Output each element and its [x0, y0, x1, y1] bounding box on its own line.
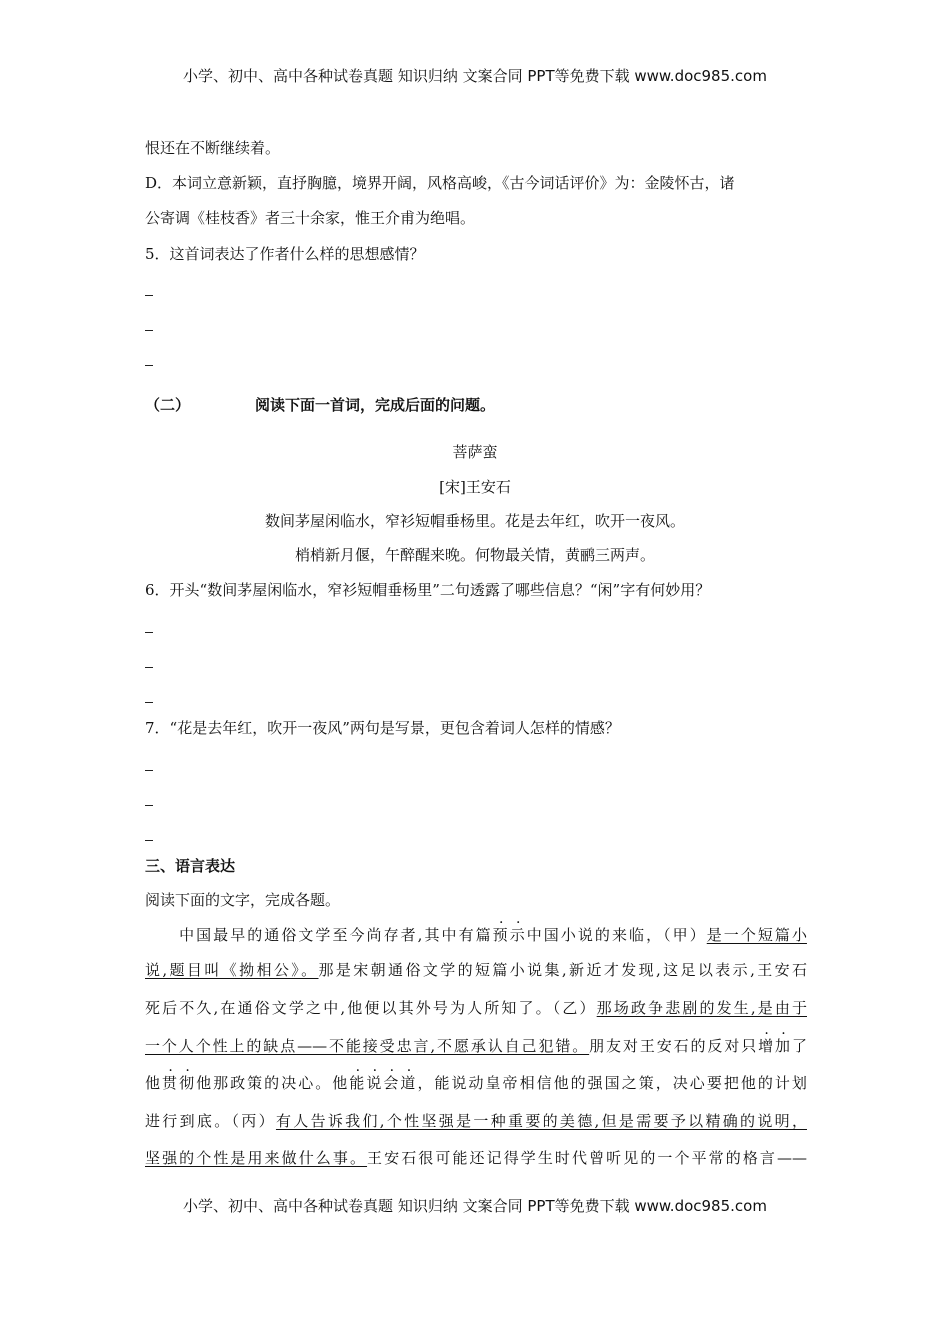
passage-text: 那是宋朝通俗文学的短篇小说集,新近才发现,这足以表示,王安石	[318, 961, 807, 979]
passage-text: 死后不久,在通俗文学之中,他便以其外号为人所知了。（乙）	[145, 999, 597, 1017]
dotted-character: 能	[349, 1074, 367, 1092]
passage-text: 他	[145, 1074, 163, 1092]
answer-blank	[145, 840, 153, 841]
text-line: 公寄调《桂枝香》者三十余家，惟王介甫为绝唱。	[145, 209, 476, 227]
section-2-title: 阅读下面一首词，完成后面的问题。	[255, 396, 496, 414]
passage-text: 进行到底。（丙）	[145, 1112, 276, 1130]
underlined-sentence: 是一个短篇小	[706, 926, 807, 944]
dotted-character: 彻	[179, 1074, 197, 1092]
passage-text: ，能说动皇帝相信他的强国之策，决心要把他的计划	[417, 1074, 807, 1092]
passage-text: 中国小说的来临，（甲）	[526, 926, 707, 944]
poem-line: 数间茅屋闲临水，窄衫短帽垂杨里。花是去年红，吹开一夜风。	[264, 512, 685, 530]
option-d: D．本词立意新颖，直抒胸臆，境界开阔，风格高峻，《古今词话评价》为：金陵怀古，诸	[145, 174, 735, 192]
dotted-character: 道	[400, 1074, 418, 1092]
poem-title: 菩萨蛮	[452, 443, 498, 461]
dotted-character: 会	[383, 1074, 401, 1092]
passage-text: 他那政策的决心。他	[196, 1074, 350, 1092]
dotted-character: 示	[509, 926, 527, 944]
answer-blank	[145, 667, 153, 668]
answer-blank	[145, 330, 153, 331]
answer-blank	[145, 632, 153, 633]
answer-blank	[145, 770, 153, 771]
section-3-heading: 三、语言表达	[145, 857, 236, 875]
page-footer: 小学、初中、高中各种试卷真题 知识归纳 文案合同 PPT等免费下载 www.doc985.com	[183, 1197, 767, 1215]
passage-text: 王安石很可能还记得学生时代曾听见的一个平常的格言——	[367, 1149, 807, 1167]
passage-text: 中国最早的通俗文学至今尚存者,其中有篇	[145, 926, 493, 944]
passage-line	[145, 925, 807, 945]
question-6: 6．开头“数间茅屋闲临水，窄衫短帽垂杨里”二句透露了哪些信息？“闲”字有何妙用？	[145, 581, 711, 599]
passage-line	[145, 998, 807, 1018]
passage-line	[145, 960, 807, 980]
passage-line	[145, 1148, 807, 1168]
underlined-sentence: 有人告诉我们,个性坚强是一种重要的美德,但是需要予以精确的说明，	[275, 1112, 807, 1130]
underlined-sentence: 坚强的个性是用来做什么事。	[145, 1149, 368, 1167]
question-5: 5．这首词表达了作者什么样的思想感情？	[145, 245, 425, 263]
passage-line	[145, 1111, 807, 1131]
poem-line: 梢梢新月偃，午醉醒来晚。何物最关情，黄鹂三两声。	[294, 546, 655, 564]
text-line: 恨还在不断继续着。	[145, 139, 281, 157]
passage-line	[145, 1036, 807, 1056]
underlined-sentence: 那场政争悲剧的发生,是由于	[596, 999, 807, 1017]
section-2-number: （二）	[145, 396, 191, 414]
page-header: 小学、初中、高中各种试卷真题 知识归纳 文案合同 PPT等免费下载 www.doc985.com	[183, 67, 767, 85]
poem-author: [宋]王安石	[439, 478, 511, 496]
dotted-character: 增	[758, 1037, 776, 1055]
underlined-sentence: 一个人个性上的缺点——不能接受忠言,不愿承认自己犯错。	[145, 1037, 590, 1055]
answer-blank	[145, 702, 153, 703]
instruction: 阅读下面的文字，完成各题。	[145, 891, 341, 909]
answer-blank	[145, 365, 153, 366]
passage-text: 朋友对王安石的反对只	[589, 1037, 759, 1055]
underlined-sentence: 说,题目叫《拗相公》。	[145, 961, 319, 979]
dotted-character: 加	[775, 1037, 792, 1055]
passage-text: 了	[791, 1037, 807, 1055]
answer-blank	[145, 805, 153, 806]
dotted-character: 贯	[162, 1074, 180, 1092]
question-7: 7．“花是去年红，吹开一夜风”两句是写景，更包含着词人怎样的情感？	[145, 719, 620, 737]
answer-blank	[145, 295, 153, 296]
dotted-character: 预	[492, 926, 510, 944]
dotted-character: 说	[366, 1074, 384, 1092]
passage-line	[145, 1073, 807, 1093]
